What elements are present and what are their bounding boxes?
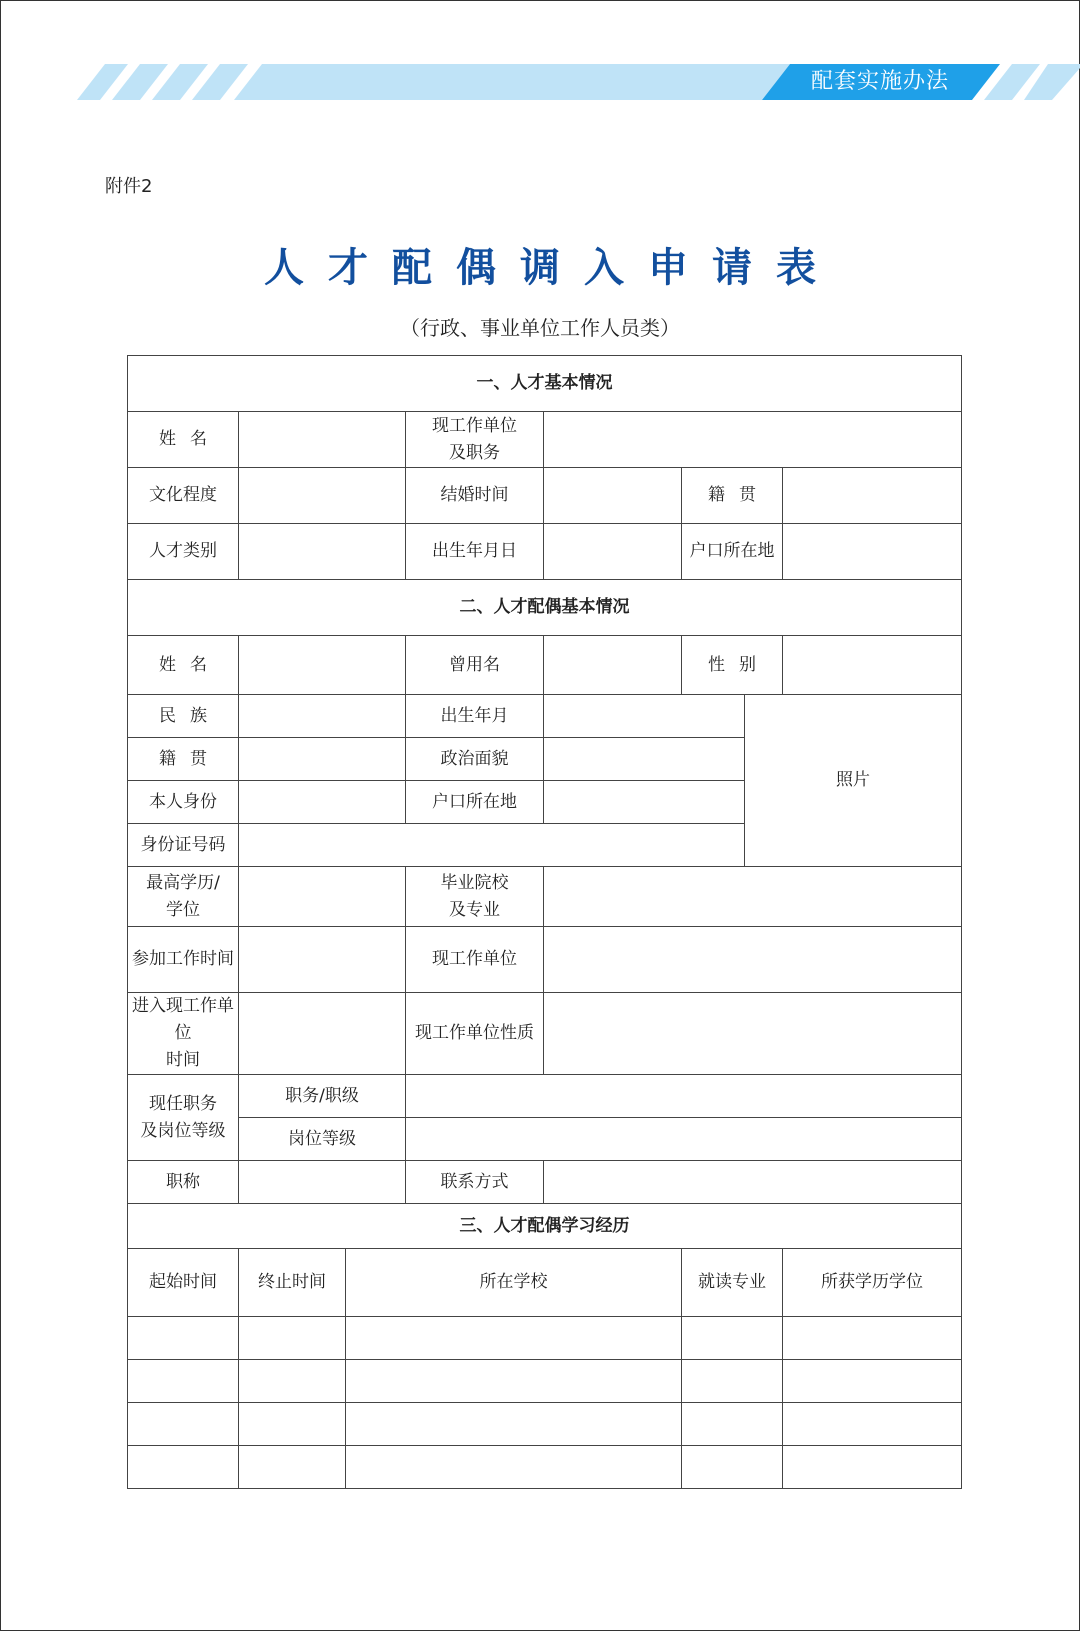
s3-row [128, 1446, 962, 1489]
s1-hukou-label: 户口所在地 [682, 524, 783, 580]
s3-cell[interactable] [128, 1403, 239, 1446]
s2-former-name-label: 曾用名 [406, 636, 544, 695]
form-subtitle: （行政、事业单位工作人员类） [400, 316, 680, 340]
application-form [127, 355, 961, 1489]
s2-edu-label [128, 867, 239, 927]
s2-contact-label: 联系方式 [406, 1161, 544, 1204]
s3-col-start: 起始时间 [128, 1249, 239, 1317]
s2-position-line1: 现任职务 [149, 1093, 217, 1114]
s2-ethnicity-label: 民族 [128, 695, 239, 738]
s3-cell[interactable] [239, 1403, 346, 1446]
s2-position-label [128, 1075, 239, 1161]
s2-school-label [406, 867, 544, 927]
s2-contact-field[interactable] [544, 1161, 962, 1204]
s3-cell[interactable] [783, 1360, 962, 1403]
s2-former-name-field[interactable] [544, 636, 682, 695]
s3-cell[interactable] [128, 1360, 239, 1403]
stripe-long [234, 64, 790, 100]
s2-edu-line2: 学位 [166, 899, 200, 920]
s2-identity-field[interactable] [239, 781, 406, 824]
s3-cell[interactable] [682, 1403, 783, 1446]
s2-join-line2: 时间 [166, 1050, 200, 1070]
s3-col-school: 所在学校 [346, 1249, 682, 1317]
s3-cell[interactable] [239, 1317, 346, 1360]
form-table [127, 355, 962, 1489]
s3-cell[interactable] [239, 1360, 346, 1403]
s1-native-label: 籍贯 [682, 468, 783, 524]
s2-nature-field[interactable] [544, 993, 962, 1075]
s2-ethnicity-field[interactable] [239, 695, 406, 738]
s1-hukou-field[interactable] [783, 524, 962, 580]
s2-join-field[interactable] [239, 993, 406, 1075]
s2-work-start-label: 参加工作时间 [128, 927, 239, 993]
s2-birth-field[interactable] [544, 695, 745, 738]
s1-native-field[interactable] [783, 468, 962, 524]
s2-hukou-label: 户口所在地 [406, 781, 544, 824]
s3-cell[interactable] [346, 1360, 682, 1403]
s1-marriage-label: 结婚时间 [406, 468, 544, 524]
header-banner [0, 64, 1080, 100]
section2-heading: 二、人才配偶基本情况 [128, 580, 962, 636]
s3-cell[interactable] [346, 1317, 682, 1360]
s3-cell[interactable] [783, 1403, 962, 1446]
s2-political-label: 政治面貌 [406, 738, 544, 781]
section1-heading: 一、人才基本情况 [128, 356, 962, 412]
attachment-label: 附件2 [105, 176, 153, 197]
s3-col-major: 就读专业 [682, 1249, 783, 1317]
s2-gender-label: 性别 [682, 636, 783, 695]
s3-cell[interactable] [682, 1360, 783, 1403]
s3-row [128, 1403, 962, 1446]
s1-name-label: 姓名 [128, 412, 239, 468]
s2-identity-label: 本人身份 [128, 781, 239, 824]
s2-post-grade-label: 岗位等级 [239, 1118, 406, 1161]
section3-heading: 三、人才配偶学习经历 [128, 1204, 962, 1249]
s3-row [128, 1360, 962, 1403]
s1-birth-label: 出生年月日 [406, 524, 544, 580]
s2-id-field[interactable] [239, 824, 745, 867]
s2-photo-box[interactable]: 照片 [745, 695, 962, 867]
s2-duty-rank-field[interactable] [406, 1075, 962, 1118]
s3-cell[interactable] [346, 1403, 682, 1446]
s2-join-label [128, 993, 239, 1075]
s2-native-field[interactable] [239, 738, 406, 781]
s1-marriage-field[interactable] [544, 468, 682, 524]
s1-name-field[interactable] [239, 412, 406, 468]
s1-category-label: 人才类别 [128, 524, 239, 580]
s3-row [128, 1317, 962, 1360]
s2-join-line1: 进入现工作单位 [132, 996, 234, 1043]
s1-birth-field[interactable] [544, 524, 682, 580]
s2-school-line2: 及专业 [449, 899, 500, 920]
s2-position-line2: 及岗位等级 [140, 1120, 226, 1141]
banner-title: 配套实施办法 [810, 69, 949, 94]
s2-unit-label: 现工作单位 [406, 927, 544, 993]
s2-gender-field[interactable] [783, 636, 962, 695]
s1-unit-duty-field[interactable] [544, 412, 962, 468]
s1-category-field[interactable] [239, 524, 406, 580]
s2-school-line1: 毕业院校 [440, 872, 509, 893]
s3-col-end: 终止时间 [239, 1249, 346, 1317]
s2-political-field[interactable] [544, 738, 745, 781]
s1-education-field[interactable] [239, 468, 406, 524]
s3-cell[interactable] [682, 1317, 783, 1360]
form-title: 人才配偶调入申请表 [264, 245, 840, 291]
s1-education-label: 文化程度 [128, 468, 239, 524]
s3-cell[interactable] [783, 1317, 962, 1360]
s2-nature-label: 现工作单位性质 [406, 993, 544, 1075]
s2-post-grade-field[interactable] [406, 1118, 962, 1161]
s1-unit-duty-line2: 及职务 [449, 442, 500, 463]
s2-id-label: 身份证号码 [128, 824, 239, 867]
s2-edu-field[interactable] [239, 867, 406, 927]
s3-cell[interactable] [346, 1446, 682, 1489]
s2-unit-field[interactable] [544, 927, 962, 993]
s3-cell[interactable] [128, 1317, 239, 1360]
s3-cell[interactable] [239, 1446, 346, 1489]
s3-cell[interactable] [783, 1446, 962, 1489]
s1-unit-duty-label [406, 412, 544, 468]
s1-unit-duty-line1: 现工作单位 [432, 415, 517, 436]
s2-native-label: 籍贯 [128, 738, 239, 781]
s3-cell[interactable] [128, 1446, 239, 1489]
s2-title-field[interactable] [239, 1161, 406, 1204]
s2-school-field[interactable] [544, 867, 962, 927]
s2-edu-line1: 最高学历/ [146, 872, 220, 893]
s3-col-degree: 所获学历学位 [783, 1249, 962, 1317]
s2-name-field[interactable] [239, 636, 406, 695]
s2-birth-label: 出生年月 [406, 695, 544, 738]
s2-name-label: 姓名 [128, 636, 239, 695]
s2-work-start-field[interactable] [239, 927, 406, 993]
s2-duty-rank-label: 职务/职级 [239, 1075, 406, 1118]
s2-hukou-field[interactable] [544, 781, 745, 824]
s3-cell[interactable] [682, 1446, 783, 1489]
s2-title-label: 职称 [128, 1161, 239, 1204]
